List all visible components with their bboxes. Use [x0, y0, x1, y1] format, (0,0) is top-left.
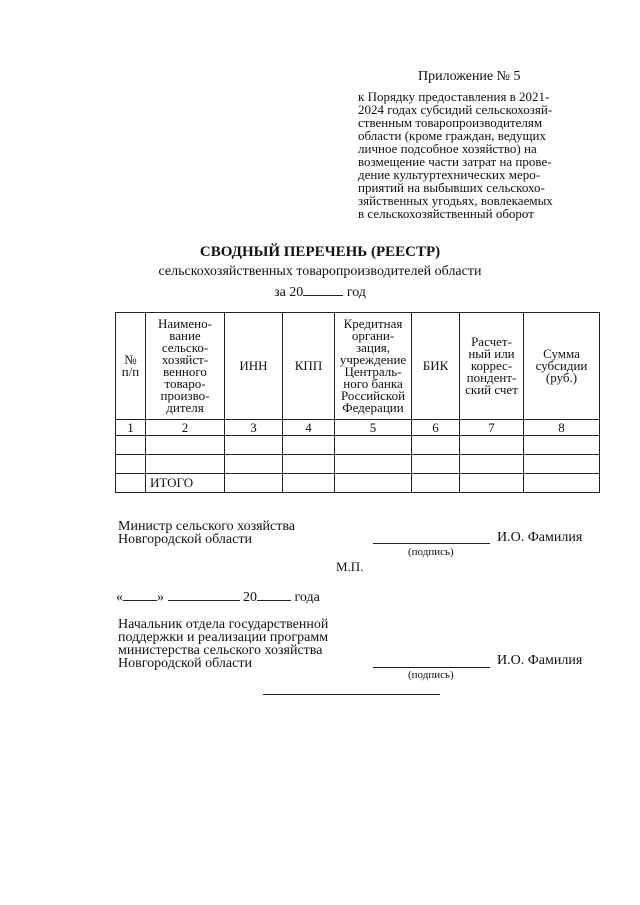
table-cell: [116, 436, 146, 455]
stamp-place: М.П.: [336, 559, 364, 574]
table-cell: [460, 436, 524, 455]
header-label: Кредитная органи- зация, учреждение Централь- ного банка Российской Федерации: [339, 316, 407, 415]
date-close-quote: »: [157, 590, 164, 605]
table-cell: [412, 455, 460, 474]
date-year-prefix: 20: [243, 590, 257, 605]
table-cell: [283, 436, 335, 455]
table-cell: [225, 436, 283, 455]
registry-table: [115, 312, 600, 493]
column-number: 7: [460, 420, 524, 436]
header-label: Сумма субсидии (руб.): [535, 346, 588, 385]
document-title: СВОДНЫЙ ПЕРЕЧЕНЬ (РЕЕСТР): [199, 244, 441, 260]
period-suffix: год: [346, 285, 366, 300]
month-blank: [168, 588, 240, 601]
table-cell: [283, 474, 335, 493]
table-cell: [335, 455, 412, 474]
period-year-blank: [303, 283, 343, 296]
table-cell: [524, 436, 600, 455]
table-cell: [412, 474, 460, 493]
total-label: ИТОГО: [146, 474, 225, 493]
head-name: И.О. Фамилия: [497, 653, 583, 668]
table-header-row: [116, 313, 600, 420]
minister-title: Министр сельского хозяйства Новгородской области: [118, 519, 295, 547]
total-row: [116, 474, 600, 493]
document-subtitle: сельскохозяйственных товаропроизводителей области: [158, 264, 482, 279]
appendix-title: Приложение № 5: [418, 69, 521, 84]
column-number-row: [116, 420, 600, 436]
date-line: [116, 588, 320, 606]
head-signature-line: [373, 667, 490, 668]
header-label: ИНН: [239, 358, 268, 373]
header-label: КПП: [294, 358, 323, 373]
header-cell-inn: [225, 313, 283, 420]
table-cell: [116, 455, 146, 474]
end-separator: [263, 694, 440, 695]
column-number: 8: [524, 420, 600, 436]
header-label: Наимено- вание сельско- хозяйст- венного товаро- произво- дителя: [158, 316, 212, 415]
column-number: 1: [116, 420, 146, 436]
head-title: Начальник отдела государственной поддержки и реализации программ министерства сельского хозяйства Новгородской области: [118, 617, 329, 671]
minister-name: И.О. Фамилия: [497, 530, 583, 545]
table-cell: [460, 474, 524, 493]
period-prefix: за 20: [274, 285, 304, 300]
header-cell-number: [116, 313, 146, 420]
header-cell-amount: [524, 313, 600, 420]
table-row: [116, 436, 600, 455]
day-blank: [123, 588, 157, 601]
appendix-description: к Порядку предоставления в 2021- 2024 годах субсидий сельскохозяй- ственным товаропроизводителям области (кроме граждан, ведущих личное подсобное хозяйство) на возмещение части затрат на прове- дение культуртехнических меро- приятий на выбывших сельскохо- зяйственных угодьях, вовлекаемых в сельскохозяйственный оборот: [358, 89, 553, 221]
table-cell: [225, 474, 283, 493]
table-cell: [412, 436, 460, 455]
signature-caption: (подпись): [408, 546, 454, 558]
header-label: № п/п: [121, 352, 140, 379]
table-cell: [335, 474, 412, 493]
header-cell-bik: [412, 313, 460, 420]
date-open-quote: «: [116, 590, 123, 605]
year-blank: [257, 588, 291, 601]
table-cell: [225, 455, 283, 474]
table-cell: [524, 474, 600, 493]
table-cell: [116, 474, 146, 493]
table-cell: [146, 455, 225, 474]
header-label: БИК: [422, 358, 449, 373]
header-cell-kpp: [283, 313, 335, 420]
minister-signature-line: [373, 543, 490, 544]
table-cell: [283, 455, 335, 474]
column-number: 5: [335, 420, 412, 436]
header-cell-producer: [146, 313, 225, 420]
column-number: 4: [283, 420, 335, 436]
table-row: [116, 455, 600, 474]
date-suffix: года: [294, 590, 320, 605]
header-cell-bank: [335, 313, 412, 420]
header-label: Расчет- ный или коррес- пондент- ский счет: [465, 334, 518, 397]
table-cell: [524, 455, 600, 474]
column-number: 3: [225, 420, 283, 436]
document-period: [0, 283, 640, 301]
column-number: 6: [412, 420, 460, 436]
column-number: 2: [146, 420, 225, 436]
table-cell: [335, 436, 412, 455]
head-signature-caption: (подпись): [408, 669, 454, 681]
table-cell: [146, 436, 225, 455]
header-cell-account: [460, 313, 524, 420]
table-cell: [460, 455, 524, 474]
